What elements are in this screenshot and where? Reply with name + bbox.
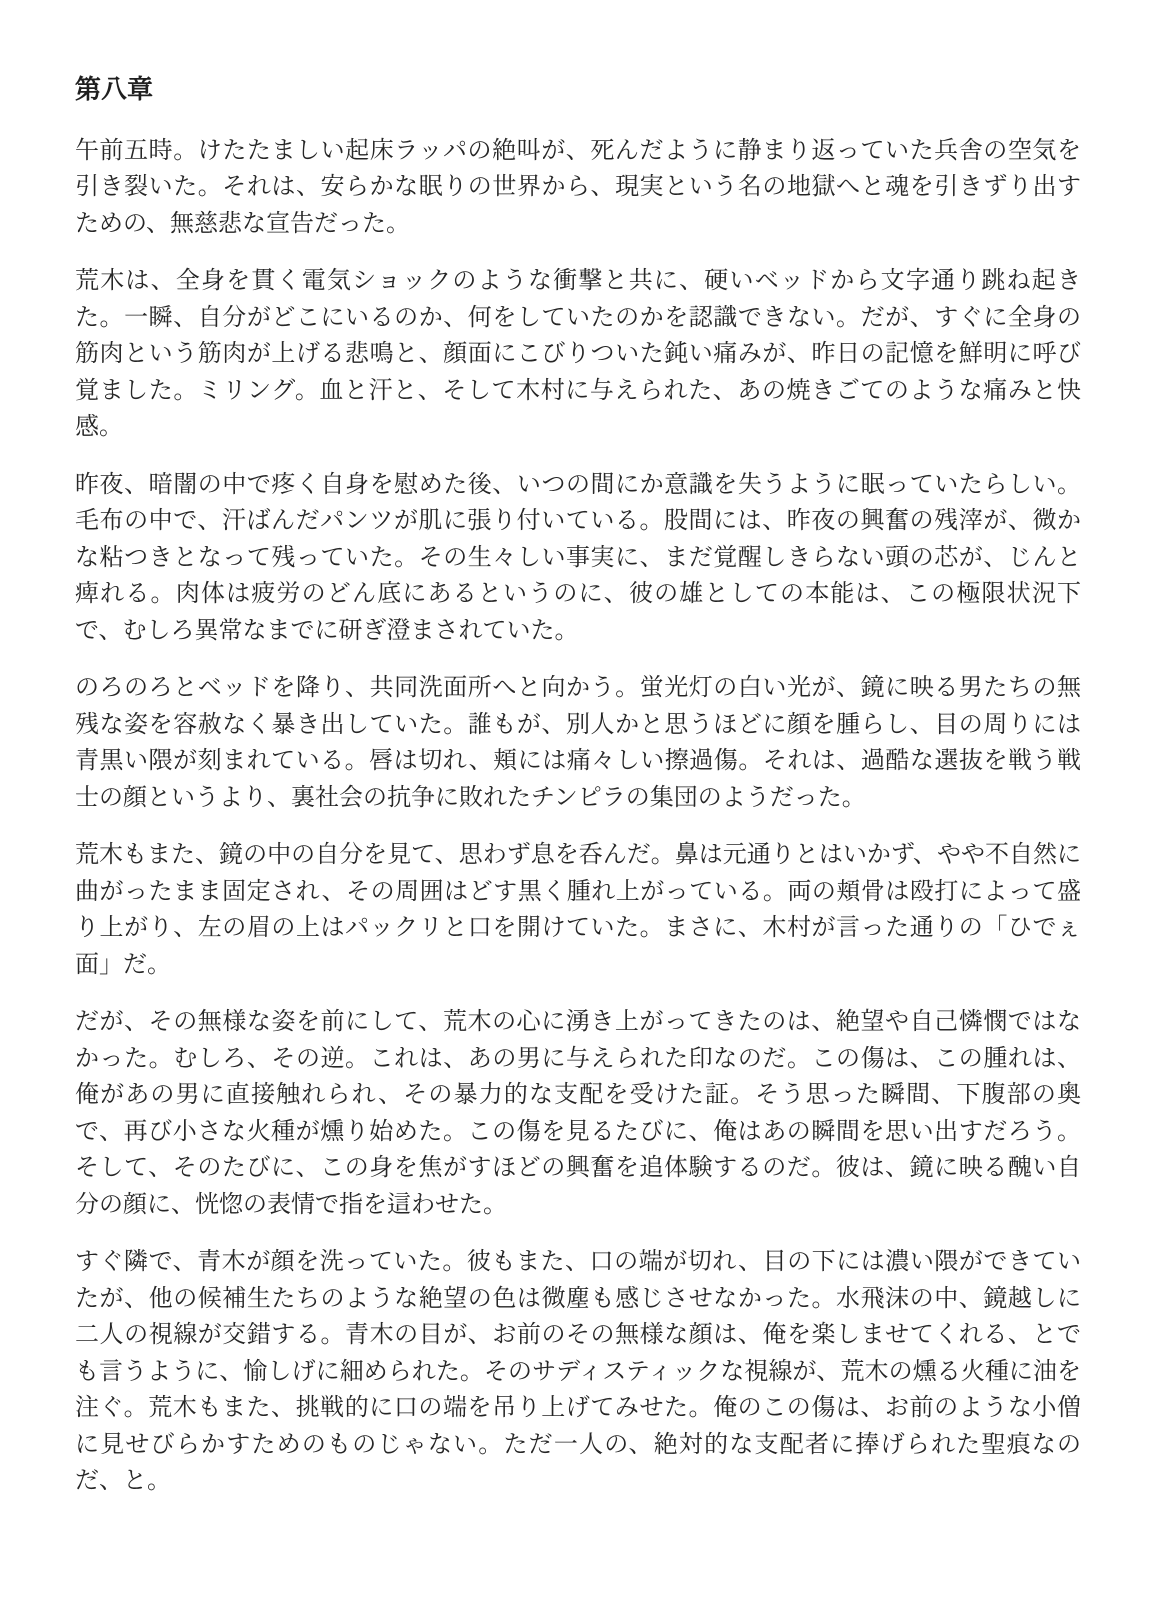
paragraph: 昨夜、暗闇の中で疼く自身を慰めた後、いつの間にか意識を失うように眠っていたらしい。毛布の中で、汗ばんだパンツが肌に張り付いている。股間には、昨夜の興奮の残滓が、微かな粘つきとなって残っていた。その生々しい事実に、まだ覚醒しきらない頭の芯が、じんと痺れる。肉体は疲労のどん底にあるというのに、彼の雄としての本能は、この極限状況下で、むしろ異常なまでに研ぎ澄まされていた。	[75, 471, 1081, 644]
paragraph: 午前五時。けたたましい起床ラッパの絶叫が、死んだように静まり返っていた兵舎の空気を引き裂いた。それは、安らかな眠りの世界から、現実という名の地獄へと魂を引きずり出すための、無慈悲な宣告だった。	[75, 137, 1081, 237]
paragraph: だが、その無様な姿を前にして、荒木の心に湧き上がってきたのは、絶望や自己憐憫ではなかった。むしろ、その逆。これは、あの男に与えられた印なのだ。この傷は、この腫れは、俺があの男に直接触れられ、その暴力的な支配を受けた証。そう思った瞬間、下腹部の奥で、再び小さな火種が燻り始めた。この傷を見るたびに、俺はあの瞬間を思い出すだろう。そして、そのたびに、この身を焦がすほどの興奮を追体験するのだ。彼は、鏡に映る醜い自分の顔に、恍惚の表情で指を這わせた。	[75, 1009, 1081, 1218]
chapter-heading: 第八章	[75, 75, 154, 104]
paragraph: すぐ隣で、青木が顔を洗っていた。彼もまた、口の端が切れ、目の下には濃い隈ができていたが、他の候補生たちのような絶望の色は微塵も感じさせなかった。水飛沫の中、鏡越しに二人の視線が交錯する。青木の目が、お前のその無様な顔は、俺を楽しませてくれる、とでも言うように、愉しげに細められた。そのサディスティックな視線が、荒木の燻る火種に油を注ぐ。荒木もまた、挑戦的に口の端を吊り上げてみせた。俺のこの傷は、お前のような小僧に見せびらかすためのものじゃない。ただ一人の、絶対的な支配者に捧げられた聖痕なのだ、と。	[75, 1249, 1081, 1494]
paragraph: のろのろとベッドを降り、共同洗面所へと向かう。蛍光灯の白い光が、鏡に映る男たちの無残な姿を容赦なく暴き出していた。誰もが、別人かと思うほどに顔を腫らし、目の周りには青黒い隈が刻まれている。唇は切れ、頬には痛々しい擦過傷。それは、過酷な選抜を戦う戦士の顔というより、裏社会の抗争に敗れたチンピラの集団のようだった。	[75, 675, 1081, 811]
paragraph: 荒木は、全身を貫く電気ショックのような衝撃と共に、硬いベッドから文字通り跳ね起きた。一瞬、自分がどこにいるのか、何をしていたのかを認識できない。だが、すぐに全身の筋肉という筋肉が上げる悲鳴と、顔面にこびりついた鈍い痛みが、昨日の記憶を鮮明に呼び覚ました。ミリング。血と汗と、そして木村に与えられた、あの焼きごてのような痛みと快感。	[75, 268, 1081, 440]
paragraph: 荒木もまた、鏡の中の自分を見て、思わず息を呑んだ。鼻は元通りとはいかず、やや不自然に曲がったまま固定され、その周囲はどす黒く腫れ上がっている。両の頬骨は殴打によって盛り上がり、左の眉の上はパックリと口を開けていた。まさに、木村が言った通りの「ひでぇ面」だ。	[75, 842, 1081, 978]
